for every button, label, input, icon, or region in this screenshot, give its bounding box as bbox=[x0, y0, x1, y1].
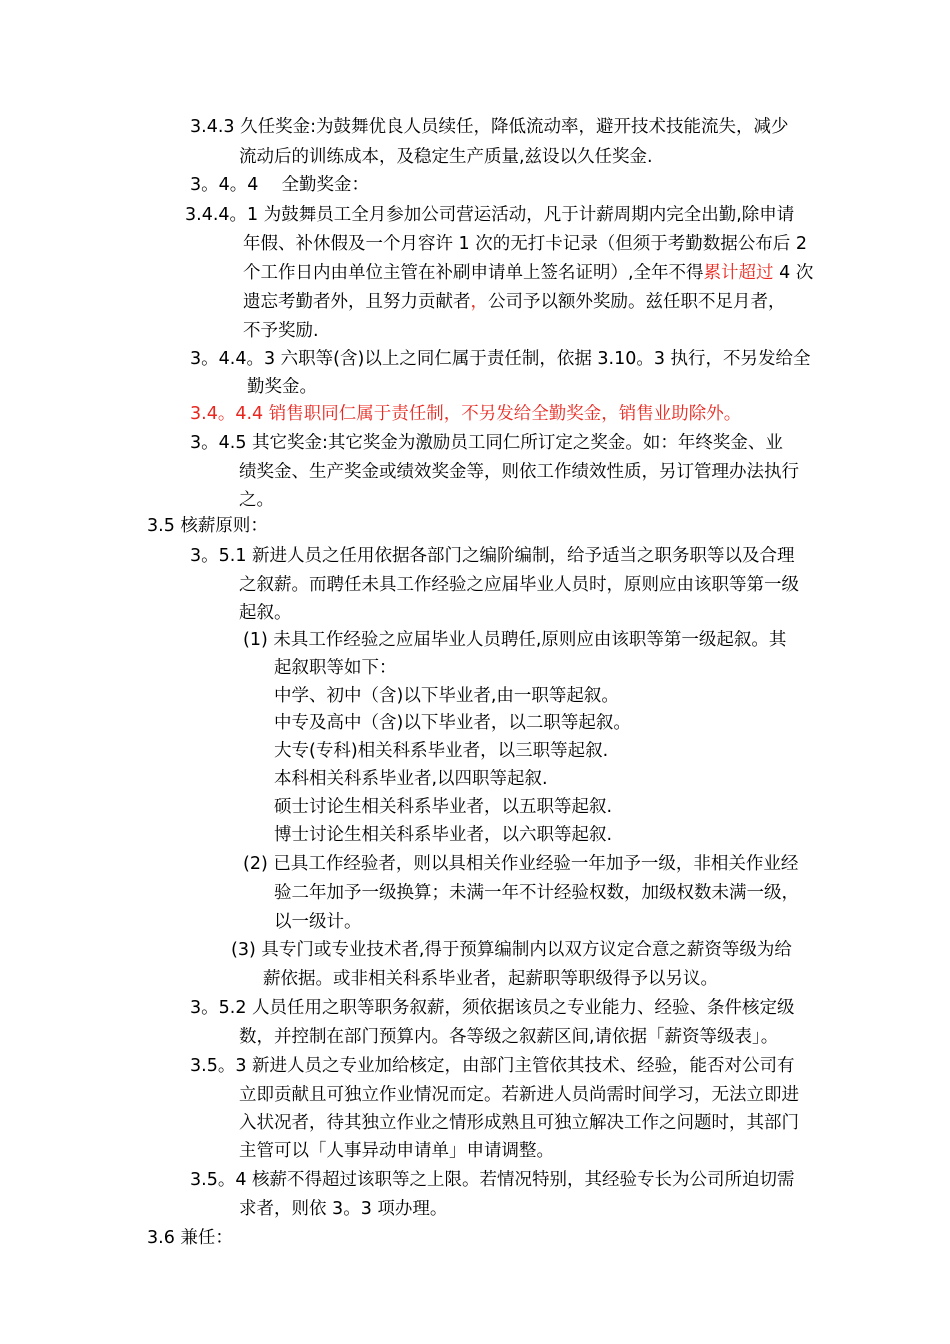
text-line bbox=[243, 289, 786, 315]
text-span: 4 次 bbox=[773, 263, 814, 283]
clause-3-5-4: 3.5。4 核薪不得超过该职等之上限。若情况特别，其经验专长为公司所迫切需 bbox=[190, 1170, 795, 1190]
text-line: 主管可以「人事异动申请单」申请调整。 bbox=[239, 1141, 554, 1161]
item-3: (3) 具专门或专业技术者,得于预算编制内以双方议定合意之薪资等级为给 bbox=[231, 940, 792, 960]
education-level-line: 中学、初中（含)以下毕业者,由一职等起叙。 bbox=[274, 686, 619, 706]
text-line: 勤奖金。 bbox=[247, 377, 317, 397]
text-line: 不予奖励. bbox=[243, 321, 319, 341]
clause-3-5-3: 3.5。3 新进人员之专业加给核定，由部门主管依其技术、经验，能否对公司有 bbox=[190, 1056, 795, 1076]
clause-3-4-4-heading: 3。4。4 全勤奖金： bbox=[190, 175, 369, 195]
clause-3-4-4-4-highlight: 3.4。4.4 销售职同仁属于责任制，不另发给全勤奖金，销售业助除外。 bbox=[190, 404, 742, 424]
education-level-line: 中专及高中（含)以下毕业者，以二职等起叙。 bbox=[274, 713, 631, 733]
text-line: 起叙职等如下： bbox=[274, 658, 397, 678]
text-line: 求者，则依 3。3 项办理。 bbox=[239, 1199, 448, 1219]
text-line: 薪依据。或非相关科系毕业者，起薪职等职级得予以另议。 bbox=[263, 969, 718, 989]
education-level-line: 博士讨论生相关科系毕业者，以六职等起叙. bbox=[274, 825, 613, 845]
text-line: 流动后的训练成本，及稳定生产质量,兹设以久任奖金. bbox=[239, 147, 653, 167]
text-span: 遗忘考勤者外，且努力贡献者 bbox=[243, 292, 471, 312]
text-line: 立即贡献且可独立作业情况而定。若新进人员尚需时间学习，无法立即进 bbox=[239, 1085, 799, 1105]
text-line bbox=[243, 260, 813, 286]
clause-3-5-2: 3。5.2 人员任用之职等职务叙薪，须依据该员之专业能力、经验、条件核定级 bbox=[190, 998, 795, 1018]
text-span: 个工作日内由单位主管在补刷申请单上签名证明）,全年不得 bbox=[243, 263, 704, 283]
text-line: 入状况者，待其独立作业之情形成熟且可独立解决工作之问题时，其部门 bbox=[239, 1113, 799, 1133]
education-level-line: 本科相关科系毕业者,以四职等起叙. bbox=[274, 769, 548, 789]
clause-3-4-4-1: 3.4.4。1 为鼓舞员工全月参加公司营运活动，凡于计薪周期内完全出勤,除申请 bbox=[185, 205, 795, 225]
text-line: 数，并控制在部门预算内。各等级之叙薪区间,请依据「薪资等级表」。 bbox=[239, 1027, 779, 1047]
section-3-5-heading: 3.5 核薪原则： bbox=[147, 516, 268, 536]
item-1: (1) 未具工作经验之应届毕业人员聘任,原则应由该职等第一级起叙。其 bbox=[243, 630, 787, 650]
text-span: 公司予以额外奖励。兹任职不足月者， bbox=[488, 292, 786, 312]
item-2: (2) 已具工作经验者，则以具相关作业经验一年加予一级，非相关作业经 bbox=[243, 854, 799, 874]
text-line: 验二年加予一级换算；未满一年不计经验权数，加级权数未满一级， bbox=[274, 883, 799, 903]
clause-3-4-5: 3。4.5 其它奖金:其它奖金为激励员工同仁所订定之奖金。如：年终奖金、业 bbox=[190, 433, 783, 453]
clause-3-4-3: 3.4.3 久任奖金:为鼓舞优良人员续任，降低流动率，避开技术技能流失，减少 bbox=[190, 117, 789, 137]
education-level-line: 大专(专科)相关科系毕业者，以三职等起叙. bbox=[274, 741, 609, 761]
education-level-line: 硕士讨论生相关科系毕业者，以五职等起叙. bbox=[274, 797, 613, 817]
text-line: 之叙薪。而聘任未具工作经验之应届毕业人员时，原则应由该职等第一级 bbox=[239, 575, 799, 595]
clause-3-5-1: 3。5.1 新进人员之任用依据各部门之编阶编制，给予适当之职务职等以及合理 bbox=[190, 546, 795, 566]
highlight-text: ， bbox=[470, 292, 488, 312]
section-3-6-heading: 3.6 兼任： bbox=[147, 1228, 233, 1248]
text-line: 起叙。 bbox=[239, 603, 292, 623]
text-line: 绩奖金、生产奖金或绩效奖金等，则依工作绩效性质，另订管理办法执行 bbox=[239, 462, 799, 482]
text-line: 之。 bbox=[239, 490, 274, 510]
text-line: 以一级计。 bbox=[274, 912, 362, 932]
text-line: 年假、补休假及一个月容许 1 次的无打卡记录（但须于考勤数据公布后 2 bbox=[243, 234, 807, 254]
highlight-text: 累计超过 bbox=[703, 263, 774, 283]
clause-3-4-4-3: 3。4.4。3 六职等(含)以上之同仁属于责任制，依据 3.10。3 执行，不另发给全 bbox=[190, 349, 811, 369]
